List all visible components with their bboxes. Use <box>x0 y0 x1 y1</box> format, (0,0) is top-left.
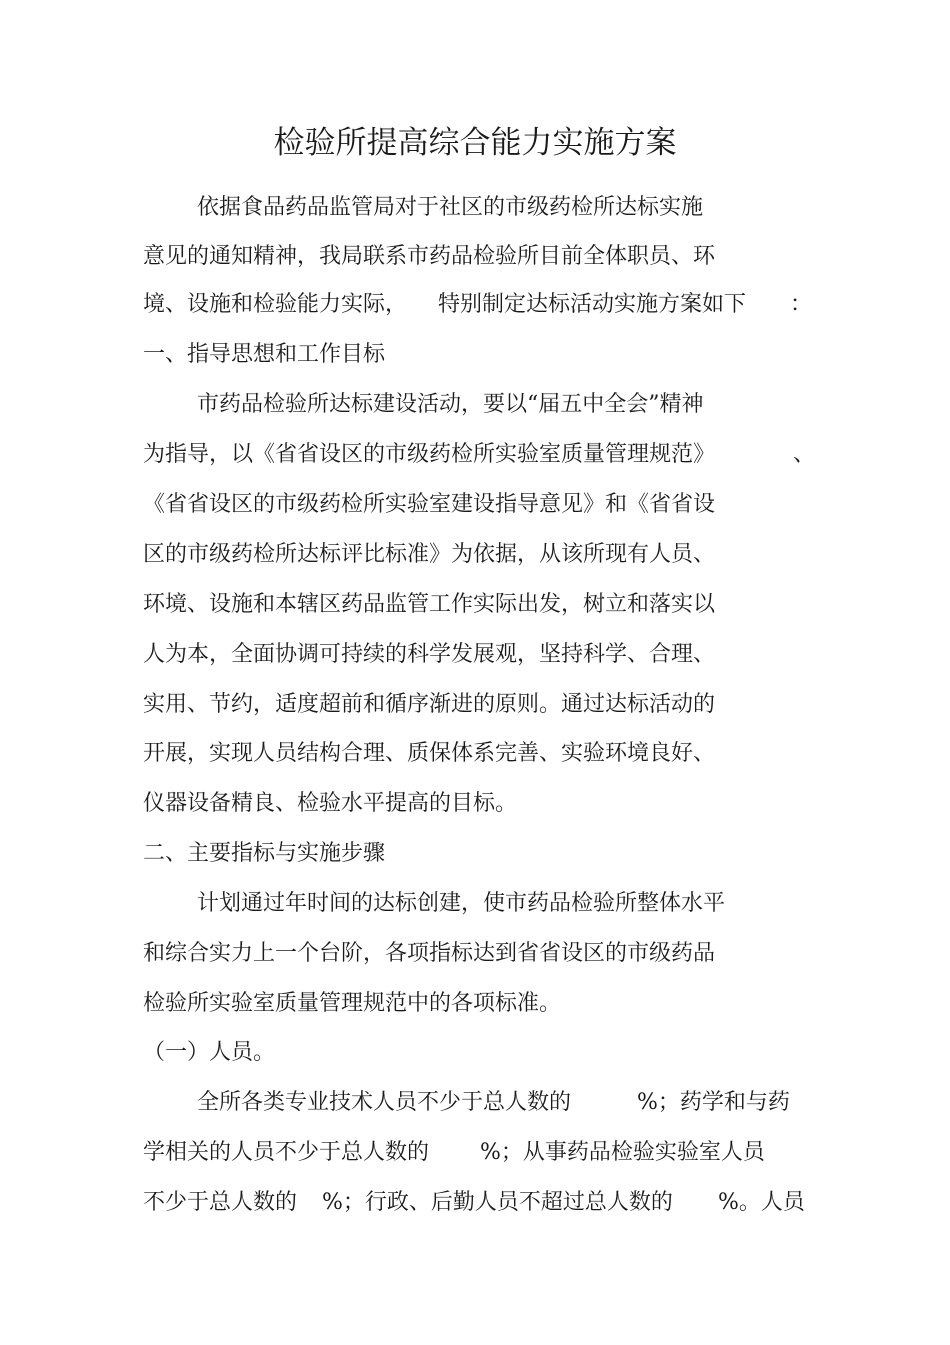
para-4-line-1a: 全所各类专业技术人员不少于总人数的 <box>197 1090 572 1115</box>
para-2-line-1: 市药品检验所达标建设活动，要以“届五中全会”精神 <box>197 392 704 417</box>
para-2-line-5: 环境、设施和本辖区药品监管工作实际出发，树立和落实以 <box>143 592 716 617</box>
para-2-line-7: 实用、节约，适度超前和循序渐进的原则。通过达标活动的 <box>143 692 716 717</box>
para-4-line-2b: %；从事药品检验实验室人员 <box>480 1140 765 1165</box>
section-heading-1: 一、指导思想和工作目标 <box>143 342 386 367</box>
para-1-line-3b: 特别制定达标活动实施方案如下 <box>438 292 747 317</box>
para-3-line-3: 检验所实验室质量管理规范中的各项标准。 <box>143 991 562 1016</box>
para-4-line-2a: 学相关的人员不少于总人数的 <box>143 1140 430 1165</box>
para-4-line-3c: %。人员 <box>718 1190 805 1215</box>
para-1-line-3a: 境、设施和检验能力实际， <box>143 292 408 317</box>
para-1-line-1: 依据食品药品监管局对于社区的市级药检所达标实施 <box>197 195 704 220</box>
para-3-line-2: 和综合实力上一个台阶，各项指标达到省省设区的市级药品 <box>143 941 716 966</box>
subsection-heading-1: （一）人员。 <box>143 1040 276 1065</box>
para-1-line-2: 意见的通知精神，我局联系市药品检验所目前全体职员、环 <box>143 244 716 269</box>
para-4-line-1b: %；药学和与药 <box>637 1090 790 1115</box>
para-2-line-2a: 为指导，以《省省设区的市级药检所实验室质量管理规范》 <box>143 442 716 467</box>
para-1-line-3c: ： <box>790 292 813 317</box>
para-4-line-3a: 不少于总人数的 <box>143 1190 298 1215</box>
para-2-line-3: 《省省设区的市级药检所实验室建设指导意见》和《省省设 <box>143 492 716 517</box>
para-4-line-3b: %；行政、后勤人员不超过总人数的 <box>322 1190 673 1215</box>
para-2-line-4: 区的市级药检所达标评比标准》为依据，从该所现有人员、 <box>143 542 716 567</box>
para-2-line-8: 开展，实现人员结构合理、质保体系完善、实验环境良好、 <box>143 741 716 766</box>
section-heading-2: 二、主要指标与实施步骤 <box>143 841 386 866</box>
para-3-line-1: 计划通过年时间的达标创建，使市药品检验所整体水平 <box>197 891 726 916</box>
para-2-line-6: 人为本，全面协调可持续的科学发展观，坚持科学、合理、 <box>143 642 716 667</box>
para-2-line-2b: 、 <box>793 442 816 467</box>
para-2-line-9: 仪器设备精良、检验水平提高的目标。 <box>143 791 518 816</box>
page-title: 检验所提高综合能力实施方案 <box>273 125 677 161</box>
